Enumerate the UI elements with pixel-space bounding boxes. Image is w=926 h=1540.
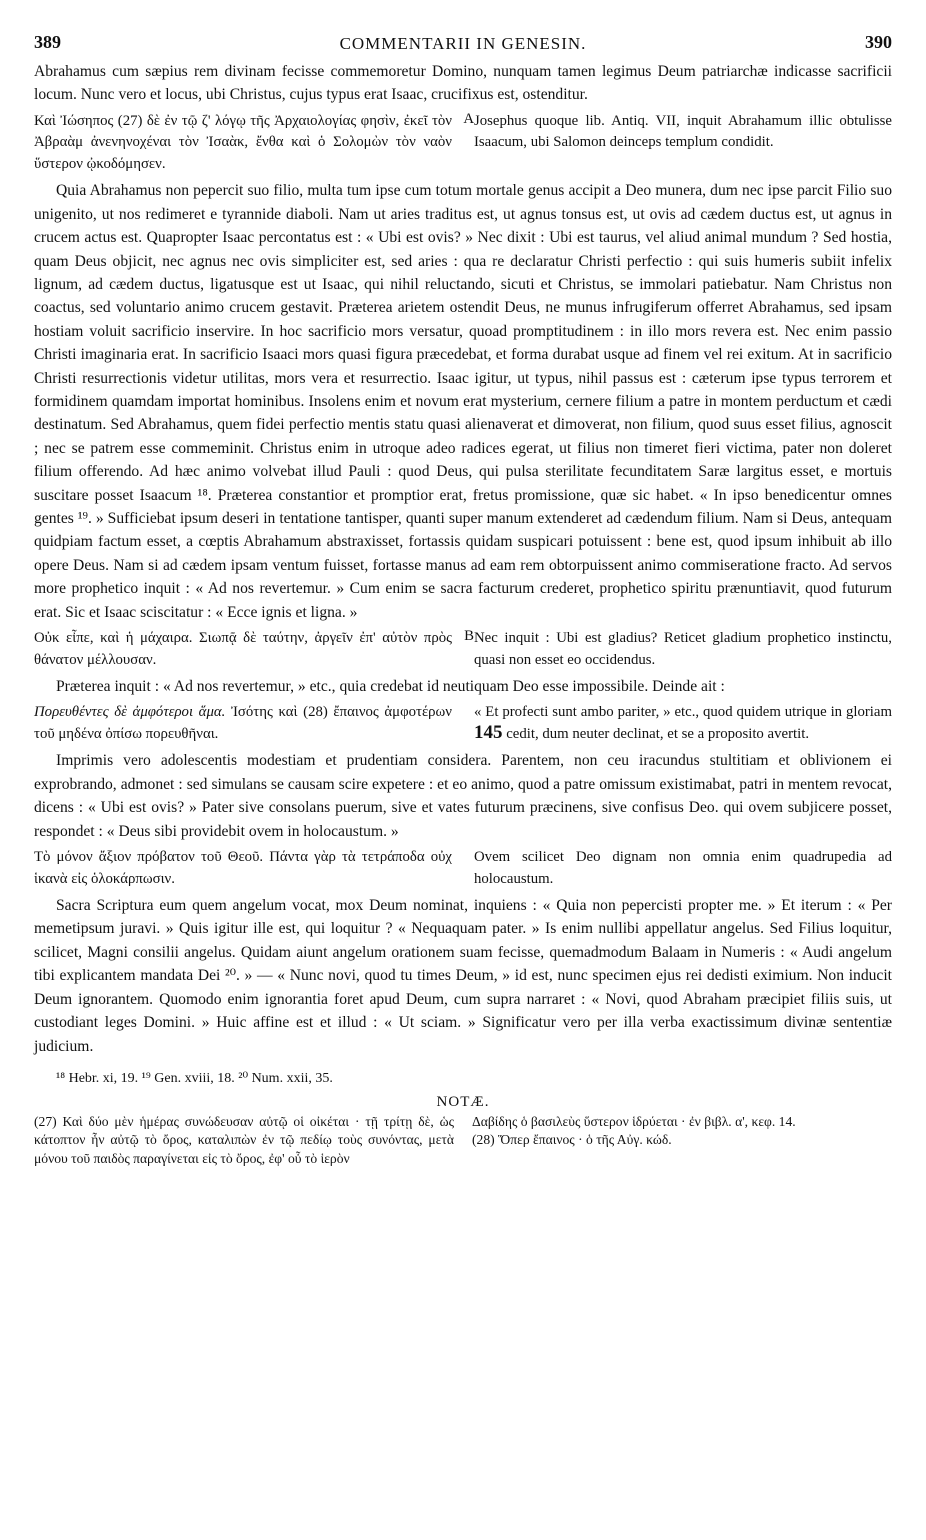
note-27-continued: Δαβίδης ὁ βασιλεὺς ὕστερον ἱδρύεται · ἐν βιβλ. α', κεφ. 14. bbox=[472, 1113, 796, 1129]
latin-before: « Et profecti sunt ambo pariter, » etc., quod quidem utrique in gloriam bbox=[474, 704, 892, 721]
note-27: (27) Καὶ δύο μὲν ἡμέρας συνώδευσαν αὐτῷ οἱ οἰκέται · τῇ τρίτῃ δὲ, ὡς κάτοπτον ἦν αὐτῷ τὸ ὄρος, καταλιπὼν ἐν τῷ πεδίῳ τοὺς συνόντας, μετὰ μόνου τοῦ παιδὸς παραγίνεται εἰς τὸ ὄρος, ἐφ' οὗ τὸ ἱερὸν bbox=[34, 1113, 454, 1166]
greek-lemma: Πορευθέντες δὲ ἀμφότεροι ἅμα. bbox=[34, 704, 226, 721]
parallel-block-c bbox=[34, 702, 892, 745]
latin-column bbox=[474, 702, 892, 745]
latin-text: Ovem scilicet Deo dignam non omnia enim quadrupedia ad holocaustum. bbox=[474, 849, 892, 887]
latin-after: cedit, dum neuter declinat, et se a proposito avertit. bbox=[506, 725, 810, 742]
greek-column bbox=[34, 628, 474, 671]
page bbox=[34, 30, 892, 1168]
parallel-block-d bbox=[34, 847, 892, 890]
latin-column bbox=[474, 847, 892, 890]
column-marker: B bbox=[464, 628, 474, 645]
greek-text: Τὸ μόνον ἄξιον πρόβατον τοῦ Θεοῦ. Πάντα γὰρ τὰ τετράποδα οὐχ ἱκανὰ εἰς ὁλοκάρπωσιν. bbox=[34, 849, 452, 887]
latin-text bbox=[474, 702, 892, 745]
paragraph-sacra: Sacra Scriptura eum quem angelum vocat, mox Deum nominat, inquiens : « Quia non pepercisti propter me. » Et iterum : « Per memetipsum juravi. » Quis igitur ille est, qui loquitur ? « Nequaquam pater. » Is enim nullibi appellatur angelus. Sed Filius loquitur, scilicet, Magni consilii angelus. Quidam aiunt angelum orationem suam fecisse, quemadmodum Balaam in Numeris : « Audi angelum tibi explicantem mandata Dei ²⁰. » — « Nunc novi, quod tu times Deum, » id est, nunc specimen ejus rei dedisti eximium. Non inducit Deum ignorantem. Quomodo enim ignorantia foret apud Deum, cum supra narraret : « Novi, quod Abraham præcipiet filiis suis, ut custodiant leges Domini. » Huic affine est et illud : « Ut sciam. » Significatur vero per illa verba exactissimum divinæ sententiæ judicium. bbox=[34, 897, 892, 1055]
paragraph-intro: Abrahamus cum sæpius rem divinam fecisse commemoretur Domino, nunquam tamen legimus Deum patriarchæ indicasse sacrificii locum. Nunc vero et locus, ubi Christus, cujus typus erat Isaac, crucifixus est, ostenditur. bbox=[34, 63, 892, 104]
paragraph-deinde: Præterea inquit : « Ad nos revertemur, » etc., quia credebat id neutiquam Deo esse impossibile. Deinde ait : bbox=[56, 678, 725, 696]
greek-column bbox=[34, 702, 452, 745]
note-28: (28) Ὅπερ ἔπαινος · ὁ τῆς Αὐγ. κώδ. bbox=[472, 1132, 672, 1148]
greek-text bbox=[34, 702, 452, 745]
greek-column bbox=[34, 847, 452, 890]
notes-section bbox=[34, 1113, 892, 1169]
notes-left-column bbox=[34, 1113, 454, 1169]
greek-text: Οὐκ εἶπε, καὶ ἡ μάχαιρα. Σιωπᾷ δὲ ταύτην, ἀργεῖν ἐπ' αὐτὸν πρὸς θάνατον μέλλουσαν. bbox=[34, 630, 452, 668]
parallel-block-a bbox=[34, 111, 892, 176]
greek-comment: Ἰσότης καὶ (28) ἔπαινος ἀμφοτέρων τοῦ μηδένα ὀπίσω πορευθῆναι. bbox=[34, 704, 452, 742]
column-marker: A bbox=[463, 110, 474, 127]
page-header bbox=[34, 30, 892, 60]
parallel-block-b bbox=[34, 628, 892, 671]
latin-column bbox=[474, 111, 892, 176]
notes-right-column bbox=[472, 1113, 892, 1169]
paragraph-imprimis: Imprimis vero adolescentis modestiam et prudentiam considera. Parentem, non ceu iracundus stultitiam et oblivionem ei exprobrando, admonet : sed simulans se causam scire expetere : et eo animo, quod a patre omissum existimabat, patri in mentem revocat, dicens : « Ubi est ovis? » Pater sive consolans puerum, sive et vates futurum præcinens, sive confisus Deo. qui ovem subjicere posset, respondet : « Deus sibi providebit ovem in holocaustum. » bbox=[34, 752, 892, 840]
paragraph-main: Quia Abrahamus non pepercit suo filio, multa tum ipse cum totum mortale genus accipit a Deo munera, dum nec ipse parcit Filio suo unigenito, ut nos redimeret e tyrannide diaboli. Nam ut aries traditus est, ut agnus tonsus est, ut ovis ad cædem ductus est, ut agnus in crucem actus est. Quapropter Isaac percontatus est : « Ubi est ovis? » Nec dixit : Ubi est taurus, vel aliud animal mundum ? Sed hostia, quam Deus objicit, nec agnus nec ovis simpliciter est, sed aries : qua re declaratur Christi perfectio : qui suis humeris subiit infelix lignum, ad cædem ductus, ligatusque est ut Isaac, qui nihil reluctando, sicuti et Christus, se immolari patiebatur. Nam Christus non coactus, sed voluntario animo crucem gestavit. Præterea arietem ostendit Deus, ne munus infrugiferum offerret Abrahamus, sed ipsam hostiam voluit sacrificio inservire. In hoc sacrificio mors versatur, quoad promptitudinem : in illo mors revera est. Nec enim passio Christi imaginaria erat. In sacrificio Isaaci mors quasi figura præcedebat, et forma durabat usque ad finem vel rei exitum. At in sacrificio Christi resurrectionis videtur utilitas, mors vera et resurrectio. Isaac igitur, ut typus, nihil passus est : cæterum ipse typus terrorem et formidinem quamdam importat hominibus. Insolens enim et novum erat mysterium, cernere filium a patre in montem perductum et cædi destinatum. Sed Abrahamus, quem fidei perfectio mentis statu quasi alienaverat et dimoverat, non filium, quod suus esset filius, agnoscit ; nec se patrem esse commeminit. Christus enim in utroque adeo radices egerat, ut filius non timeret fieri victima, pater non doleret filium offerendo. Ad hæc animo volvebat illud Pauli : quod Deus, qui pulsa sterilitate fecunditatem Saræ largitus esset, e mortuis suscitare posset Isaacum ¹⁸. Præterea constantior et promptior erat, fretus promissione, quæ sic habet. « In ipso benedicentur omnes gentes ¹⁹. » Sufficiebat ipsum deseri in tentatione tantisper, quanti super manum extenderet ad cædendum filium. Nam si Deus, antequam quidpiam factum esset, a cœptis Abrahamum abstraxisset, fortassis quidam suspicari potuissent : bene est, quod ipsum inhibuit ab illo opere Deus. Nam si ad cædem ipsam ventum fuisset, fortasse manus ad eam rem obtorpuissent animo commiseratione fracto. Ad servos more prophetico inquit : « Ad nos revertemur. » Cum enim se sacra facturum crederet, prophetico spiritu prænuntiavit, quod futurum erat. Sic et Isaac sciscitatur : « Ecce ignis et ligna. » bbox=[34, 182, 892, 621]
running-title: COMMENTARII IN GENESIN. bbox=[339, 34, 587, 53]
page-number-right: 390 bbox=[865, 32, 892, 52]
greek-text: Καὶ Ἰώσηπος (27) δὲ ἐν τῷ ζ' λόγῳ τῆς Ἀρχαιολογίας φησὶν, ἐκεῖ τὸν Ἀβραὰμ ἀνενηνοχέναι τὸν Ἰσαὰκ, ἔνθα καὶ ὁ Σολομὼν τὸν ναὸν ὕστερον ᾠκοδόμησεν. bbox=[34, 112, 452, 172]
greek-column bbox=[34, 110, 474, 176]
latin-text: Nec inquit : Ubi est gladius? Reticet gladium prophetico instinctu, quasi non esset eo occidendus. bbox=[474, 630, 892, 668]
scripture-references: ¹⁸ Hebr. xi, 19. ¹⁹ Gen. xviii, 18. ²⁰ Num. xxii, 35. bbox=[56, 1070, 333, 1086]
page-number-left: 389 bbox=[34, 32, 61, 52]
column-number: 145 bbox=[474, 721, 503, 743]
notes-title: NOTÆ. bbox=[436, 1093, 490, 1110]
latin-text: Josephus quoque lib. Antiq. VII, inquit Abrahamum illic obtulisse Isaacum, ubi Salomon deinceps templum condidit. bbox=[474, 112, 892, 151]
latin-column bbox=[474, 628, 892, 671]
